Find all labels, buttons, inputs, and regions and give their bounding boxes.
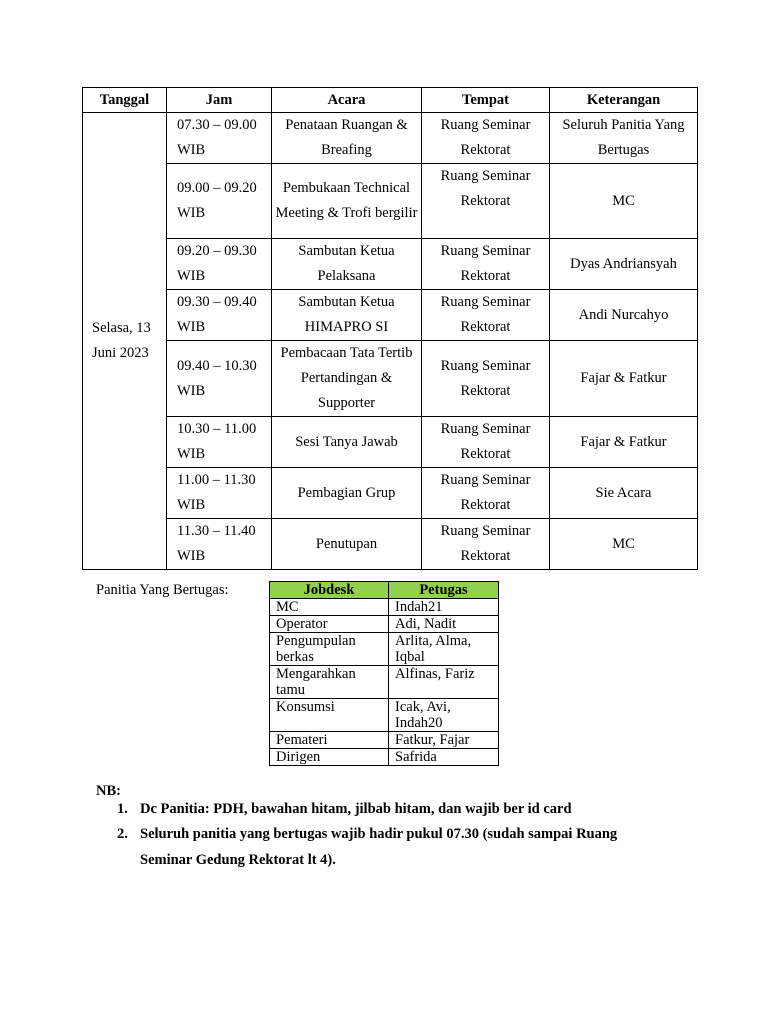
jam-cell: 09.20 – 09.30 WIB [167, 239, 272, 290]
nb-item-number: 1. [117, 801, 128, 817]
table-row [270, 749, 499, 766]
panitia-table [269, 581, 499, 766]
petugas-cell: Arlita, Alma, Iqbal [389, 633, 499, 666]
schedule-table [82, 87, 698, 570]
header-tanggal: Tanggal [83, 88, 167, 113]
jobdesk-cell: Dirigen [270, 749, 389, 766]
keterangan-cell: Fajar & Fatkur [550, 417, 698, 468]
petugas-cell: Icak, Avi, Indah20 [389, 699, 499, 732]
acara-cell: Penutupan [272, 519, 422, 570]
header-jobdesk: Jobdesk [270, 582, 389, 599]
keterangan-cell: Andi Nurcahyo [550, 290, 698, 341]
tempat-cell: Ruang Seminar Rektorat [422, 417, 550, 468]
table-row [270, 616, 499, 633]
panitia-label: Panitia Yang Bertugas: [96, 582, 229, 598]
jobdesk-cell: Pengumpulan berkas [270, 633, 389, 666]
table-row [83, 113, 698, 164]
jam-cell: 09.30 – 09.40 WIB [167, 290, 272, 341]
table-row [83, 290, 698, 341]
acara-cell: Pembagian Grup [272, 468, 422, 519]
date-cell: Selasa, 13 Juni 2023 [83, 113, 167, 570]
jam-cell: 09.40 – 10.30 WIB [167, 341, 272, 417]
petugas-cell: Fatkur, Fajar [389, 732, 499, 749]
keterangan-cell: MC [550, 519, 698, 570]
nb-item-text: Dc Panitia: PDH, bawahan hitam, jilbab hitam, dan wajib ber id card [140, 801, 572, 817]
acara-cell: Sambutan Ketua HIMAPRO SI [272, 290, 422, 341]
tempat-cell: Ruang Seminar Rektorat [422, 341, 550, 417]
table-row [83, 239, 698, 290]
table-row [270, 599, 499, 616]
jobdesk-cell: Operator [270, 616, 389, 633]
acara-cell: Sambutan Ketua Pelaksana [272, 239, 422, 290]
petugas-cell: Alfinas, Fariz [389, 666, 499, 699]
table-row [83, 341, 698, 417]
tempat-cell: Ruang Seminar Rektorat [422, 468, 550, 519]
acara-cell: Pembacaan Tata Tertib Pertandingan & Supporter [272, 341, 422, 417]
tempat-cell: Ruang Seminar Rektorat [422, 519, 550, 570]
jobdesk-cell: Mengarahkan tamu [270, 666, 389, 699]
table-row [270, 633, 499, 666]
acara-cell: Sesi Tanya Jawab [272, 417, 422, 468]
acara-cell: Penataan Ruangan & Breafing [272, 113, 422, 164]
keterangan-cell: Dyas Andriansyah [550, 239, 698, 290]
jam-cell: 10.30 – 11.00 WIB [167, 417, 272, 468]
schedule-header-row [83, 88, 698, 113]
table-row [83, 468, 698, 519]
header-tempat: Tempat [422, 88, 550, 113]
keterangan-cell: Fajar & Fatkur [550, 341, 698, 417]
jam-cell: 11.00 – 11.30 WIB [167, 468, 272, 519]
jam-cell: 09.00 – 09.20 WIB [167, 164, 272, 239]
nb-title: NB: [96, 783, 121, 799]
header-jam: Jam [167, 88, 272, 113]
header-acara: Acara [272, 88, 422, 113]
keterangan-cell: Sie Acara [550, 468, 698, 519]
jam-cell: 11.30 – 11.40 WIB [167, 519, 272, 570]
table-row [83, 519, 698, 570]
nb-item-number: 2. [117, 826, 128, 842]
jobdesk-cell: Konsumsi [270, 699, 389, 732]
tempat-cell: Ruang Seminar Rektorat [422, 113, 550, 164]
petugas-cell: Safrida [389, 749, 499, 766]
jam-cell: 07.30 – 09.00 WIB [167, 113, 272, 164]
table-row [270, 666, 499, 699]
tempat-cell: Ruang Seminar Rektorat [422, 290, 550, 341]
tempat-cell: Ruang Seminar Rektorat [422, 239, 550, 290]
petugas-cell: Indah21 [389, 599, 499, 616]
jobdesk-cell: Pemateri [270, 732, 389, 749]
keterangan-cell: Seluruh Panitia Yang Bertugas [550, 113, 698, 164]
tempat-cell: Ruang Seminar Rektorat [422, 164, 550, 239]
table-row [83, 417, 698, 468]
petugas-cell: Adi, Nadit [389, 616, 499, 633]
panitia-header-row [270, 582, 499, 599]
table-row [270, 732, 499, 749]
table-row [270, 699, 499, 732]
header-keterangan: Keterangan [550, 88, 698, 113]
jobdesk-cell: MC [270, 599, 389, 616]
nb-item-text: Seluruh panitia yang bertugas wajib hadir pukul 07.30 (sudah sampai Ruang Seminar Gedung Rektorat lt 4). [140, 826, 618, 868]
keterangan-cell: MC [550, 164, 698, 239]
acara-cell: Pembukaan Technical Meeting & Trofi bergilir [272, 164, 422, 239]
table-row [83, 164, 698, 239]
header-petugas: Petugas [389, 582, 499, 599]
